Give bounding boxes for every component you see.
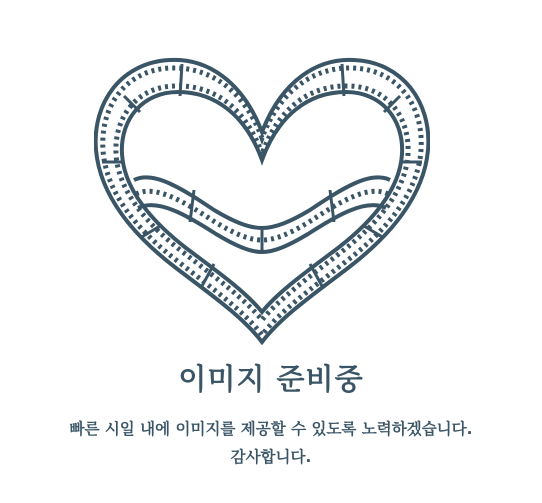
preparing-message: [0, 415, 542, 471]
message-line-1: 빠른 시일 내에 이미지를 제공할 수 있도록 노력하겠습니다.: [69, 420, 473, 438]
heart-film-strip-icon: [94, 50, 430, 345]
page-title: 이미지 준비중: [178, 362, 364, 396]
message-line-2: 감사합니다.: [230, 448, 312, 466]
